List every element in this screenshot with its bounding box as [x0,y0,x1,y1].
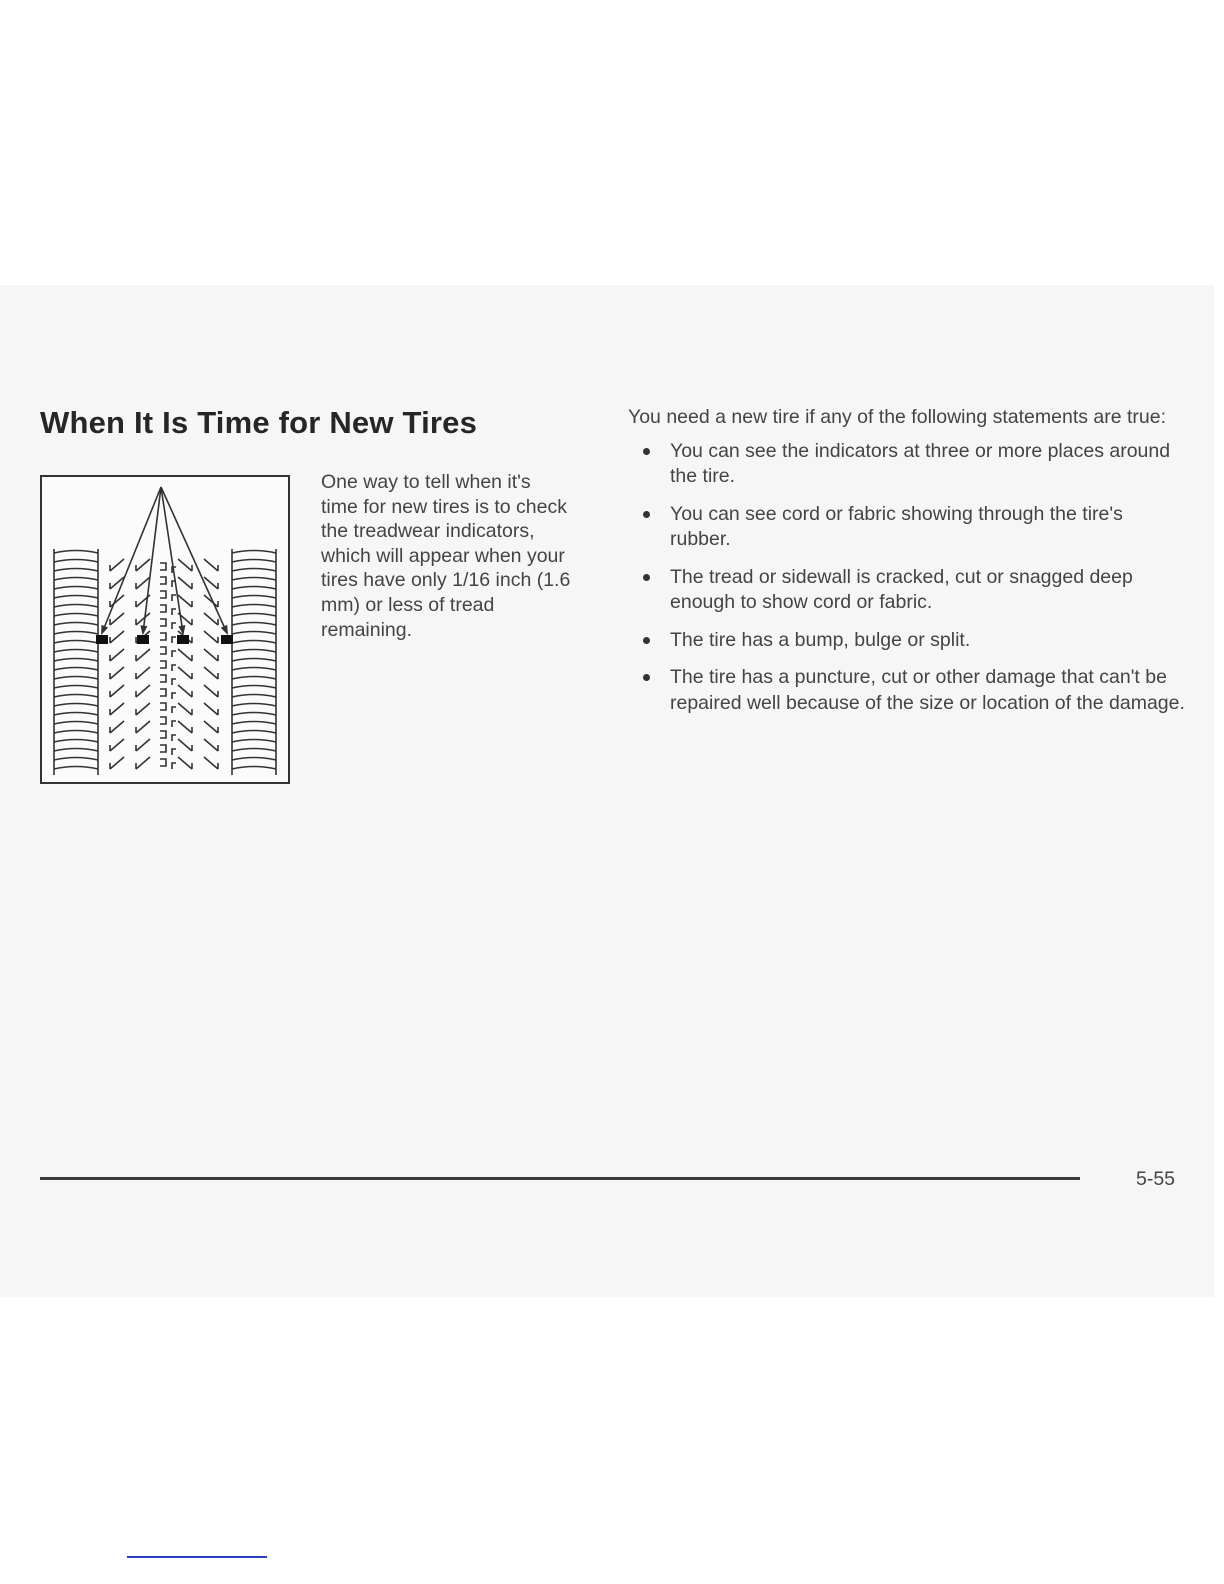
indicator-marker [137,635,149,644]
figure-frame [41,476,289,783]
footer-link-underline[interactable] [127,1556,267,1558]
list-item-text: You can see the indicators at three or more places around the tire. [670,439,1171,488]
bullet-icon [643,637,650,644]
page-number: 5-55 [1136,1168,1176,1190]
intro-paragraph: One way to tell when it's time for new tires is to check the treadwear indicators, which will appear when your tires have only 1/16 inch (1.6 mm) or less of tread remaining. [321,471,571,641]
list-item-text: The tread or sidewall is cracked, cut or snagged deep enough to show cord or fabric. [670,565,1133,614]
section-heading: When It Is Time for New Tires [40,405,478,440]
list-item [628,628,1188,654]
indicator-marker [96,635,108,644]
list-item [628,439,1188,490]
list-item [628,502,1188,553]
tire-treadwear-icon [40,475,290,791]
lead-paragraph: You need a new tire if any of the following statements are true: [628,406,1167,428]
bullet-icon [643,448,650,455]
right-column [628,405,1188,728]
bullet-icon [643,574,650,581]
list-item [628,665,1188,716]
indicator-marker [221,635,233,644]
list-item-text: The tire has a puncture, cut or other damage that can't be repaired well because of the size or location of the damage. [670,666,1185,714]
footer-rule [40,1177,1080,1180]
treadwear-figure [40,475,290,791]
list-item [628,565,1188,616]
bullet-list [628,439,1188,717]
list-item-text: You can see cord or fabric showing through the tire's rubber. [670,502,1123,551]
bullet-icon [643,674,650,681]
bullet-icon [643,511,650,518]
list-item-text: The tire has a bump, bulge or split. [670,628,971,651]
indicator-marker [177,635,189,644]
